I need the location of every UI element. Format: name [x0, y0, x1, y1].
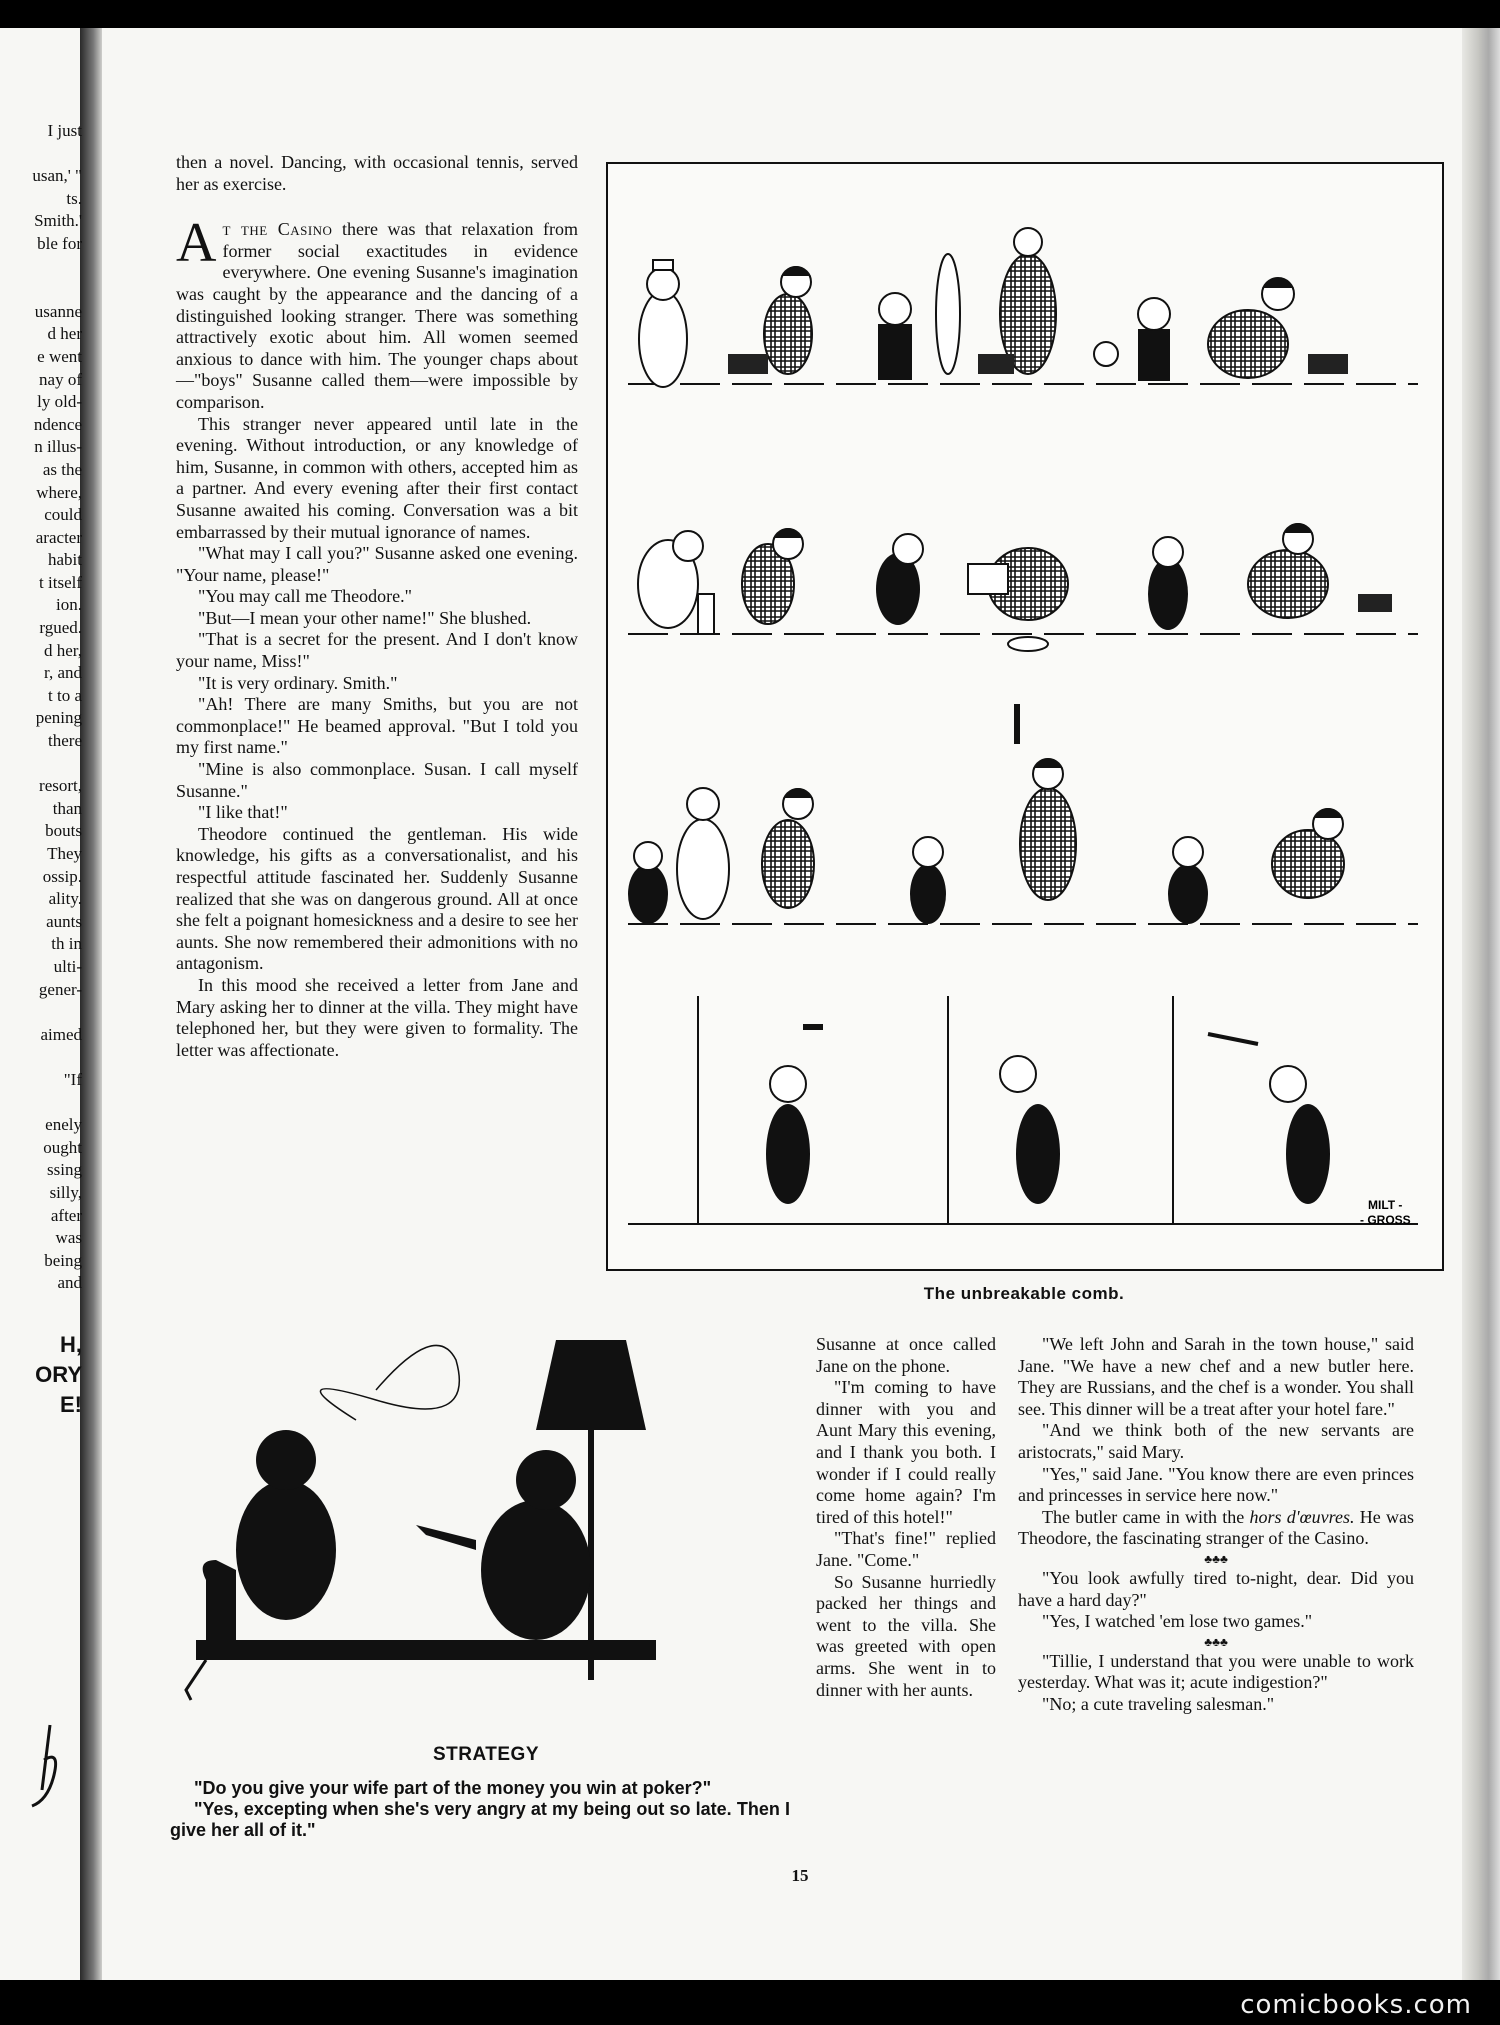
story-paragraph: "I'm coming to have dinner with you and Aunt Mary this evening, and I thank you both. I wonder if I could really come home again? I'm tired of this hotel!": [816, 1377, 996, 1527]
paragraph-text: The butler came in with the: [1042, 1506, 1250, 1527]
previous-page-line: [0, 1001, 82, 1024]
previous-page-line: than: [52, 798, 82, 818]
artist-signature-line1: MILT -: [1368, 1198, 1403, 1212]
comic-strip: [606, 162, 1444, 1271]
paragraph-text: He was Theodore, the fascinating stranger of the Casino.: [1018, 1506, 1414, 1549]
previous-page-line: [0, 1046, 82, 1069]
previous-page-line: was: [55, 1228, 82, 1248]
page-edge: [1462, 28, 1500, 1980]
italic-term: hors d'œuvres.: [1249, 1506, 1355, 1527]
comic-caption: The unbreakable comb.: [923, 1284, 1125, 1303]
comic-row-1: [628, 228, 1418, 387]
previous-page-line: [0, 143, 82, 166]
previous-page-line: [0, 278, 82, 301]
previous-page-line: th in: [51, 934, 82, 954]
previous-page-line: [0, 1092, 82, 1115]
previous-page-line: usanne: [34, 301, 82, 321]
previous-page-line: d her: [47, 324, 82, 344]
previous-page-line: silly,: [49, 1182, 82, 1202]
previous-page-line: ssing: [47, 1160, 82, 1180]
previous-page-line: gener-: [38, 979, 82, 999]
previous-page-line: habit: [48, 550, 82, 570]
comic-row-4: [628, 996, 1418, 1224]
previous-page-line: nay of: [39, 369, 82, 389]
story-paragraph: "You may call me Theodore.": [198, 586, 412, 607]
previous-page-line: resort,: [39, 776, 82, 796]
silhouette-cartoon: [176, 1330, 796, 1720]
previous-page-signature: [20, 1720, 70, 1810]
section-divider: ♣♣♣: [1204, 1634, 1228, 1649]
previous-page-line: d her,: [43, 640, 82, 660]
previous-page-line: ts.: [66, 188, 82, 208]
previous-page-line: t itself: [39, 572, 82, 592]
story-paragraph: "We left John and Sarah in the town house," said Jane. "We have a new chef and a new butler here. They are Russians, and the chef is a wonder. You shall see. This dinner will be a treat after your hotel fare.": [1018, 1334, 1414, 1419]
previous-page-line: enely: [45, 1115, 82, 1135]
previous-page-line: where,: [36, 482, 82, 502]
previous-page-line: rgued.: [39, 618, 82, 638]
story-paragraph: This stranger never appeared until late in the evening. Without introduction, or any knowledge of him, Susanne, in common with others, accepted him as a partner. And every evening after their first contact Susanne awaited his coming. Conversation was a bit embarrassed by their mutual ignorance of names.: [176, 413, 578, 542]
previous-page-line: ndence: [33, 414, 82, 434]
watermark: comicbooks.com: [1240, 1990, 1472, 2020]
previous-page-line: n illus-: [34, 437, 82, 457]
story-paragraph-dropcap: [176, 212, 578, 413]
drop-cap: A: [176, 212, 217, 275]
previous-page-line: pening: [35, 708, 82, 728]
previous-page-logo: [0, 1330, 82, 1420]
story-paragraph: "Yes," said Jane. "You know there are even princes and princesses in service here now.": [1018, 1463, 1414, 1506]
previous-page-line: bouts: [45, 821, 82, 841]
story-paragraph: "That's fine!" replied Jane. "Come.": [816, 1528, 996, 1570]
small-caps-lead: t the Casino: [222, 219, 333, 240]
previous-page-logo-line: H,: [60, 1332, 82, 1357]
section-divider: ♣♣♣: [1204, 1551, 1228, 1566]
previous-page-logo-line: ORY: [35, 1362, 82, 1387]
story-column-middle: [816, 1334, 996, 1701]
previous-page-line: r, and: [43, 663, 82, 683]
joke-answer: "No; a cute traveling salesman.": [1042, 1693, 1275, 1714]
joke-question: "You look awfully tired to-night, dear. Did you have a hard day?": [1018, 1567, 1414, 1610]
binding-gutter: [80, 28, 102, 1980]
previous-page-line: aunts: [46, 911, 82, 931]
previous-page-line: t to a: [48, 685, 82, 705]
artist-signature-line2: - GROSS: [1360, 1213, 1411, 1227]
comic-row-3: [628, 704, 1418, 924]
previous-page-line: aracter: [35, 527, 82, 547]
previous-page-line: being: [44, 1250, 82, 1270]
story-paragraph: Theodore continued the gentleman. His wide knowledge, his gifts as a conversationalist, and his respectful attitude fascinated her. Suddenly Susanne realized that she was on dangerous ground. All at once she felt a poignant homesickness and a desire to see her aunts. She now remembered their admonitions with no antagonism.: [176, 823, 578, 974]
previous-page-logo-line: E!: [60, 1392, 82, 1417]
story-paragraph: "It is very ordinary. Smith.": [198, 672, 398, 693]
joke-question: "Tillie, I understand that you were unable to work yesterday. What was it; acute indigestion?": [1018, 1650, 1414, 1693]
previous-page-line: ought: [43, 1137, 82, 1157]
comic-row-2: [628, 523, 1418, 651]
previous-page-line: [0, 256, 82, 279]
previous-page-line: ly old-: [37, 392, 82, 412]
story-paragraph: "Mine is also commonplace. Susan. I call myself Susanne.": [176, 759, 578, 801]
previous-page-line: ble for: [37, 233, 82, 253]
previous-page-line: [0, 753, 82, 776]
previous-page-line: there: [48, 731, 82, 751]
previous-page-line: ion.: [56, 595, 82, 615]
previous-page-line: as the: [42, 459, 82, 479]
comic-illustration: [608, 164, 1442, 1269]
story-column-left: [176, 152, 578, 1061]
story-paragraph: "But—I mean your other name!" She blushed.: [198, 607, 532, 628]
story-column-right: [1018, 1334, 1414, 1716]
previous-page-line: after: [50, 1205, 82, 1225]
story-paragraph: "And we think both of the new servants are aristocrats," said Mary.: [1018, 1420, 1414, 1462]
previous-page-line: could: [44, 505, 82, 525]
cartoon-joke: [170, 1778, 790, 1841]
story-paragraph: "That is a secret for the present. And I don't know your name, Miss!": [176, 629, 578, 672]
page-number: 15: [791, 1866, 809, 1885]
previous-page-line: They: [47, 844, 82, 863]
previous-page-line: I just: [47, 121, 82, 140]
story-paragraph: So Susanne hurriedly packed her things and went to the villa. She was greeted with open arms. She went in to dinner with her aunts.: [816, 1571, 996, 1700]
story-paragraph: Susanne at once called Jane on the phone.: [816, 1334, 996, 1376]
previous-page-line: e went: [37, 346, 82, 366]
story-paragraph: [1018, 1507, 1414, 1550]
story-paragraph: then a novel. Dancing, with occasional tennis, served her as exercise.: [176, 152, 578, 194]
story-paragraph: In this mood she received a letter from Jane and Mary asking her to dinner at the villa. They might have telephoned her, but they were given to formality. The letter was affectionate.: [176, 974, 578, 1060]
story-paragraph: "I like that!": [198, 802, 288, 823]
previous-page-line: "If: [63, 1069, 82, 1089]
previous-page-line: ulti-: [53, 956, 82, 976]
previous-page-line: and: [57, 1273, 82, 1293]
previous-page-column: [0, 120, 82, 1820]
previous-page-line: usan,' ": [32, 166, 82, 186]
previous-page-line: ality.: [48, 889, 82, 909]
previous-page-line: ossip.: [42, 866, 82, 886]
story-paragraph: "What may I call you?" Susanne asked one evening. "Your name, please!": [176, 543, 578, 585]
joke-answer: "Yes, I watched 'em lose two games.": [1042, 1611, 1313, 1632]
previous-page-line: Smith.': [34, 211, 82, 231]
paragraph-text: there was that relaxation from former social exactitudes in evidence everywhere. One evening Susanne's imagination was caught by the appearance and the dancing of a distinguished looking stranger. There was something attractively exotic about him. All women seemed anxious to dance with him. The younger chaps about—"boys" Susanne called them—were impossible by comparison.: [176, 219, 578, 412]
story-paragraph: "Ah! There are many Smiths, but you are not commonplace!" He beamed approval. "But I told you my first name.": [176, 694, 578, 758]
joke-question: "Do you give your wife part of the money you win at poker?": [194, 1778, 712, 1798]
cartoon-title: STRATEGY: [432, 1744, 540, 1765]
previous-page-line: aimed: [40, 1024, 82, 1044]
joke-answer: "Yes, excepting when she's very angry at my being out so late. Then I give her all of it.": [170, 1799, 790, 1840]
